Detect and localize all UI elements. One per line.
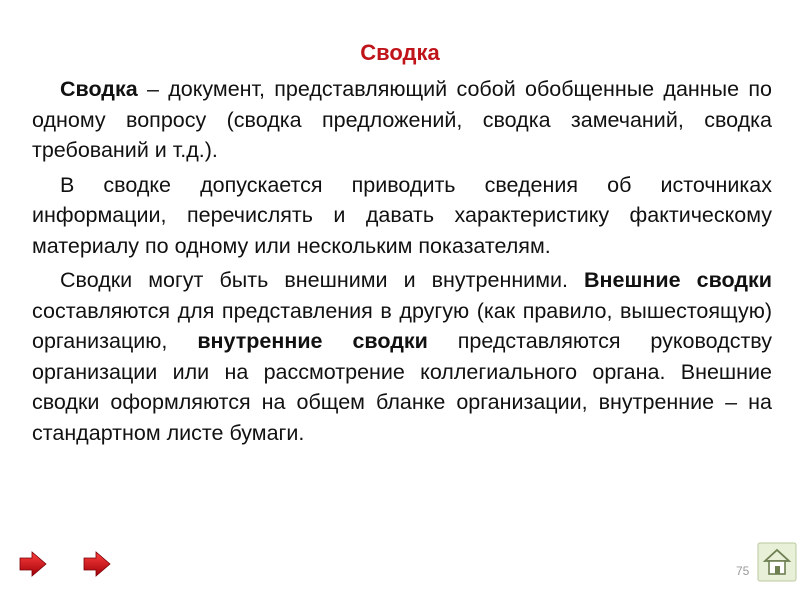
paragraph xyxy=(32,265,772,448)
red-arrow-right-icon[interactable] xyxy=(82,551,112,577)
text-run: представляются руководству организации или на рассмотрение коллегиального органа. Внешние сводки оформляются на общем бланке организации, внутренние – на стандартном листе бумаги. xyxy=(32,329,773,445)
text-run: В сводке допускается приводить сведения об источниках информации, перечислять и давать характеристику фактическому материалу по одному или нескольким показателям. xyxy=(32,172,772,258)
paragraph xyxy=(32,74,772,166)
red-arrow-right-icon[interactable] xyxy=(18,551,48,577)
bold-term: Внешние сводки xyxy=(584,268,773,292)
paragraph xyxy=(32,170,772,262)
bold-term: внутренние сводки xyxy=(197,329,428,353)
text-run: – документ, представляющий собой обобщенные данные по одному вопросу (сводка предложений, сводка замечаний, сводка требований и т.д.). xyxy=(32,77,772,162)
bold-term: Сводка xyxy=(60,77,138,101)
slide-body xyxy=(32,74,772,452)
slide-title: Сводка xyxy=(360,40,440,65)
page-number: 75 xyxy=(736,564,750,578)
text-run: составляются для представления в другую (как правило, вышестоящую) организацию, xyxy=(32,298,772,353)
text-run: Сводки могут быть внешними и внутренними. xyxy=(60,268,585,292)
home-icon[interactable] xyxy=(757,542,797,582)
